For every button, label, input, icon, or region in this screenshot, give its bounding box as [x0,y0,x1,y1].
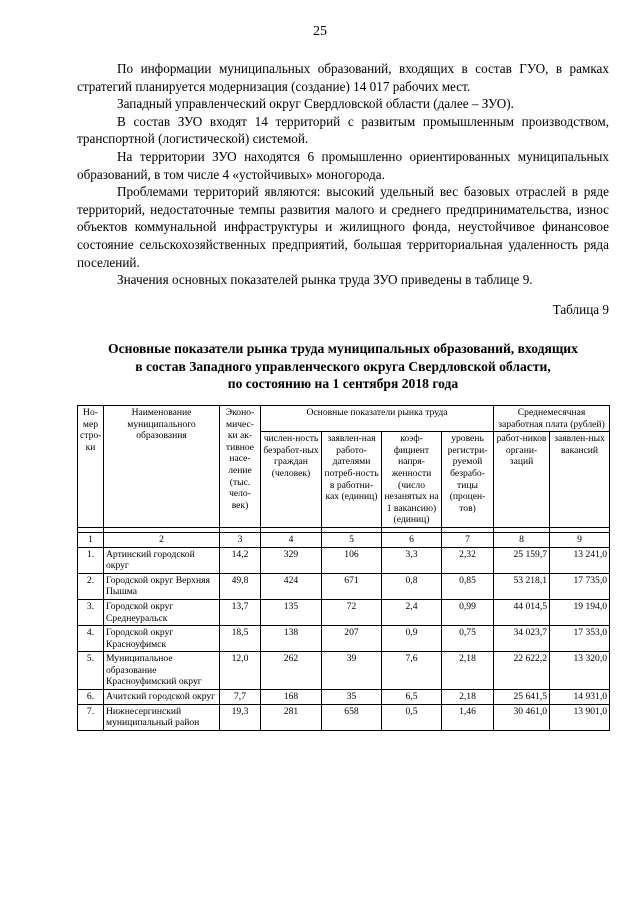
labor-market-table [77,405,610,731]
cell-unemployed-count: 168 [261,690,322,705]
cell-employer-demand: 658 [322,704,382,730]
cell-row-number: 6. [78,690,104,705]
cell-employer-demand: 72 [322,599,382,625]
cell-municipality-name: Муниципальное образование Красноуфимский округ [104,652,220,690]
cell-municipality-name: Городской округ Верхняя Пышма [104,573,220,599]
cell-municipality-name: Ачитский городской округ [104,690,220,705]
cell-employer-demand: 106 [322,547,382,573]
cell-unemployed-count: 138 [261,626,322,652]
paragraph: Западный управленческий округ Свердловской области (далее – ЗУО). [117,96,514,112]
header-employer-demand: заявлен-ная работо-дателями потреб-ность в работни-ках (единиц) [322,432,382,528]
header-active-population: Эконо-мичес-ки ак-тивное насе-ление (тыс. чело-век) [220,406,261,528]
table-row [78,652,610,690]
cell-active-population: 14,2 [220,547,261,573]
column-number: 8 [494,532,550,547]
cell-unemployment-level: 0,85 [442,573,494,599]
cell-salary-vacancies: 14 931,0 [550,690,610,705]
table-title [77,340,609,393]
table-row [78,704,610,730]
cell-tension-coefficient: 7,6 [382,652,442,690]
cell-unemployed-count: 262 [261,652,322,690]
column-number: 3 [220,532,261,547]
cell-employer-demand: 207 [322,626,382,652]
cell-salary-vacancies: 13 901,0 [550,704,610,730]
cell-salary-workers: 25 159,7 [494,547,550,573]
paragraph: На территории ЗУО находятся 6 промышленно ориентированных муниципальных образований, в том числе 4 «устойчивых» моногорода. [77,148,609,182]
cell-active-population: 13,7 [220,599,261,625]
column-number: 2 [104,532,220,547]
table-row [78,690,610,705]
cell-unemployment-level: 0,99 [442,599,494,625]
cell-tension-coefficient: 0,5 [382,704,442,730]
paragraph: По информации муниципальных образований, входящих в состав ГУО, в рамках стратегий планируется модернизация (создание) 14 017 рабочих мест. [77,61,609,94]
table-row [78,547,610,573]
body-text [77,60,609,289]
cell-tension-coefficient: 2,4 [382,599,442,625]
cell-salary-vacancies: 19 194,0 [550,599,610,625]
header-salary-workers: работ-ников органи-заций [494,432,550,528]
cell-unemployment-level: 2,18 [442,690,494,705]
cell-employer-demand: 671 [322,573,382,599]
cell-unemployed-count: 135 [261,599,322,625]
column-number: 7 [442,532,494,547]
cell-active-population: 18,5 [220,626,261,652]
cell-unemployed-count: 281 [261,704,322,730]
page-number: 25 [313,24,327,39]
cell-tension-coefficient: 0,9 [382,626,442,652]
table-row [78,573,610,599]
cell-tension-coefficient: 6,5 [382,690,442,705]
cell-salary-workers: 34 023,7 [494,626,550,652]
header-unemployment-level: уровень регистри-руемой безрабо-тицы (процен-тов) [442,432,494,528]
table-body [78,547,610,730]
table-row [78,626,610,652]
header-salary-vacancies: заявлен-ных вакансий [550,432,610,528]
table-title-line: Основные показатели рынка труда муниципальных образований, входящих [108,341,578,356]
header-unemployed-count: числен-ность безработ-ных граждан (человек) [261,432,322,528]
cell-tension-coefficient: 0,8 [382,573,442,599]
cell-municipality-name: Нижнесергинский муниципальный район [104,704,220,730]
cell-row-number: 5. [78,652,104,690]
cell-municipality-name: Артинский городской округ [104,547,220,573]
cell-row-number: 7. [78,704,104,730]
cell-salary-vacancies: 17 353,0 [550,626,610,652]
column-number: 9 [550,532,610,547]
cell-municipality-name: Городской округ Среднеуральск [104,599,220,625]
cell-active-population: 12,0 [220,652,261,690]
cell-salary-workers: 53 218,1 [494,573,550,599]
cell-salary-vacancies: 13 320,0 [550,652,610,690]
paragraph: В состав ЗУО входят 14 территорий с развитым промышленным производством, транспортной (логистической) системой. [77,113,609,147]
cell-active-population: 49,8 [220,573,261,599]
cell-salary-vacancies: 17 735,0 [550,573,610,599]
table-title-line: по состоянию на 1 сентября 2018 года [227,376,459,391]
cell-row-number: 2. [78,573,104,599]
header-tension-coefficient: коэф-фициент напря-женности (число незанятых на 1 вакансию) (единиц) [382,432,442,528]
column-number-row [78,532,610,547]
header-municipality-name: Наименование муниципального образования [104,406,220,528]
cell-salary-workers: 22 622,2 [494,652,550,690]
table-row [78,599,610,625]
cell-unemployment-level: 2,18 [442,652,494,690]
header-row-number: Но-мер стро-ки [78,406,104,528]
column-number: 1 [78,532,104,547]
table-label: Таблица 9 [552,302,609,317]
cell-row-number: 1. [78,547,104,573]
cell-salary-workers: 25 641,5 [494,690,550,705]
cell-unemployed-count: 329 [261,547,322,573]
table-title-line: в состав Западного управленческого округа Свердловской области, [135,358,551,374]
cell-row-number: 3. [78,599,104,625]
cell-salary-workers: 30 461,0 [494,704,550,730]
cell-active-population: 19,3 [220,704,261,730]
cell-salary-workers: 44 014,5 [494,599,550,625]
cell-tension-coefficient: 3,3 [382,547,442,573]
header-group-salary: Среднемесячная заработная плата (рублей) [494,406,610,432]
cell-unemployment-level: 0,75 [442,626,494,652]
cell-active-population: 7,7 [220,690,261,705]
column-number: 6 [382,532,442,547]
cell-municipality-name: Городской округ Красноуфимск [104,626,220,652]
cell-employer-demand: 35 [322,690,382,705]
cell-salary-vacancies: 13 241,0 [550,547,610,573]
column-number: 5 [322,532,382,547]
cell-unemployment-level: 1,46 [442,704,494,730]
paragraph: Значения основных показателей рынка труда ЗУО приведены в таблице 9. [117,272,533,288]
paragraph: Проблемами территорий являются: высокий удельный вес базовых отраслей в ряде территорий, недостаточные темпы развития малого и среднего предпринимательства, износ объектов коммунальной инфраструктуры и жилищного фонда, неустойчивое финансовое состояние сельскохозяйственных предприятий, большая территориальная удаленность ряда поселений. [77,184,609,270]
cell-unemployed-count: 424 [261,573,322,599]
cell-unemployment-level: 2,32 [442,547,494,573]
cell-employer-demand: 39 [322,652,382,690]
column-number: 4 [261,532,322,547]
cell-row-number: 4. [78,626,104,652]
header-group-main-indicators: Основные показатели рынка труда [261,406,494,432]
